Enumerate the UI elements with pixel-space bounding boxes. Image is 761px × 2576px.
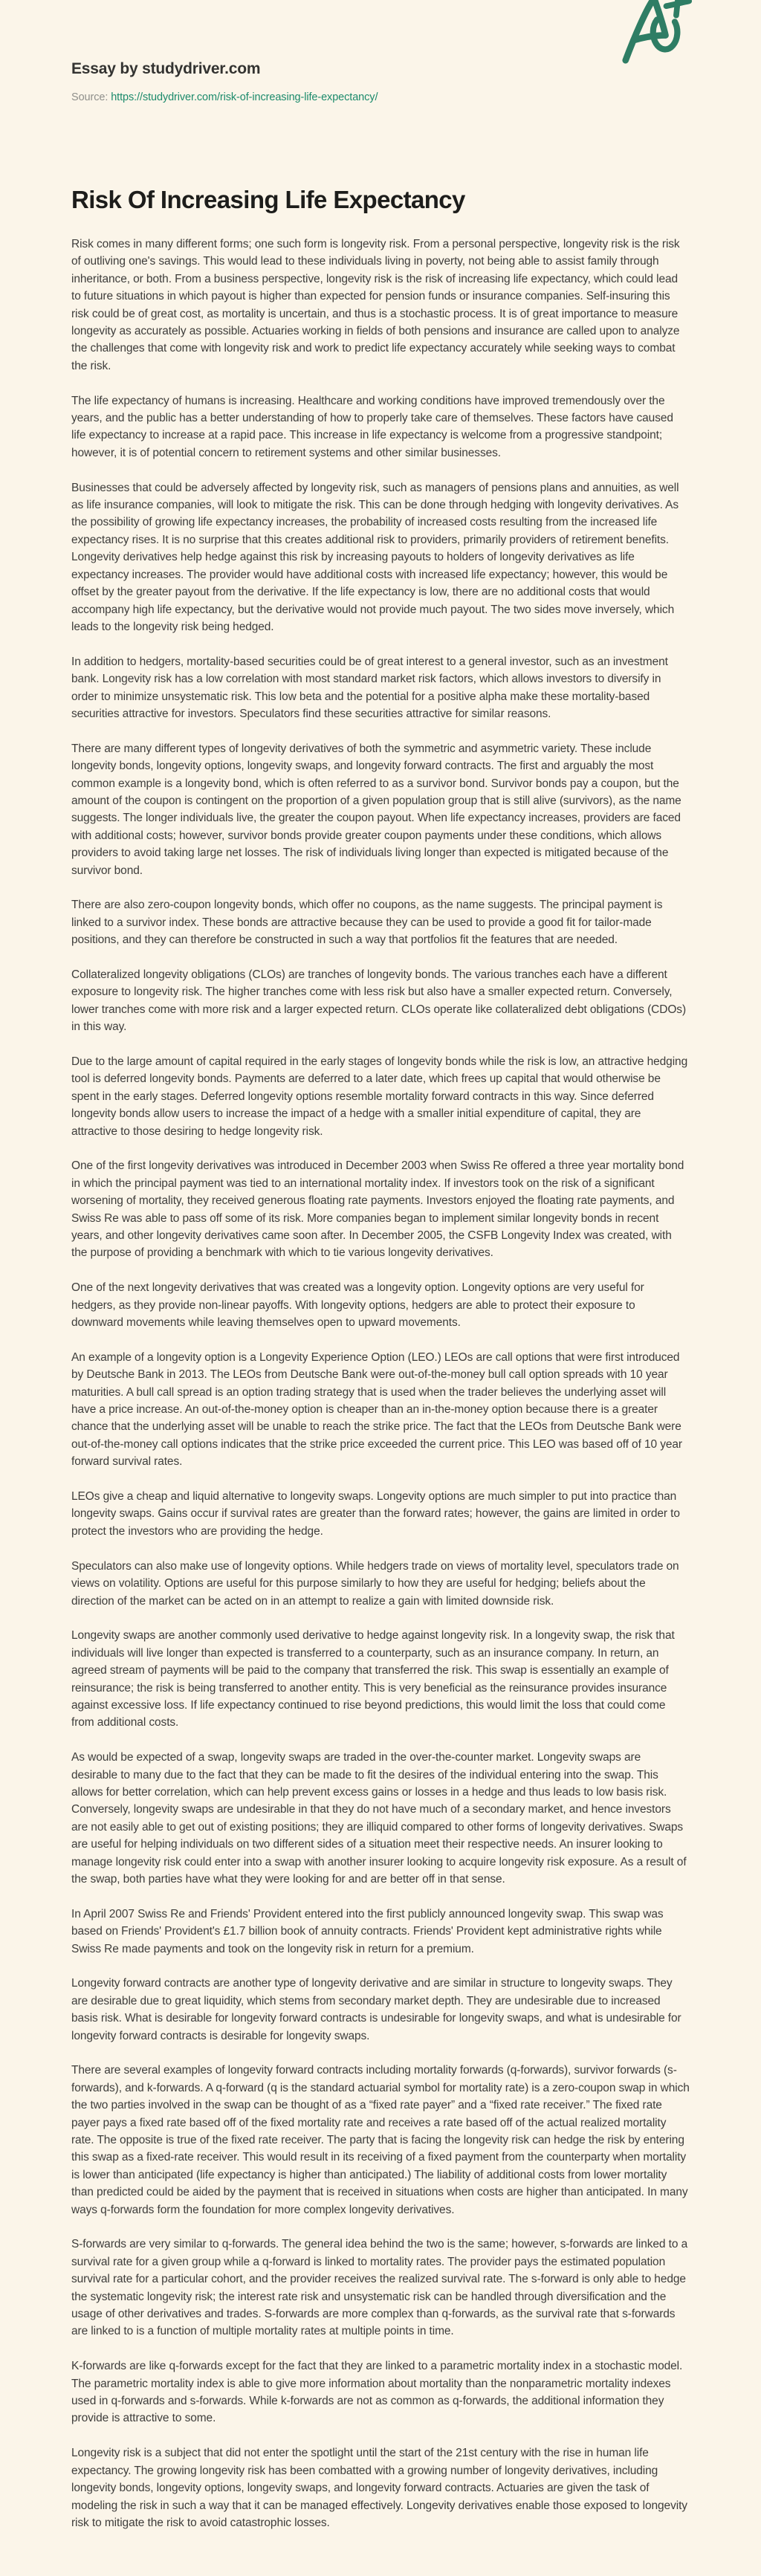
paragraph: Due to the large amount of capital required in the early stages of longevity bonds while the risk is low, an attractive hedging tool is deferred longevity bonds. Payments are deferred to a later date, which frees up capital that would otherwise be spent in the early stages. Deferred longevity options resemble mortality forward contracts in this way. Since deferred longevity bonds allow users to increase the impact of a hedge with a smaller initial expenditure of capital, they are attractive to those desiring to hedge longevity risk. — [71, 1055, 688, 1138]
paragraph: As would be expected of a swap, longevity swaps are traded in the over-the-counter market. Longevity swaps are desirable to many due to the fact that they can be made to fit the desires of the individual entering into the swap. This allows for better correlation, which can help prevent excess gains or losses in a hedge and thus leads to low basis risk. Conversely, longevity swaps are undesirable in that they do not have much of a secondary market, and hence investors are not easily able to get out of existing positions; they are illiquid compared to other forms of longevity derivatives. Swaps are useful for helping individuals on two different sides of a situation meet their respective needs. An insurer looking to manage longevity risk could enter into a swap with another insurer looking to acquire longevity risk exposure. As a result of the swap, both parties have what they were looking for and are better off in that sense. — [71, 1751, 687, 1886]
source-line — [71, 91, 690, 104]
paragraph: Businesses that could be adversely affected by longevity risk, such as managers of pensions plans and annuities, as well as life insurance companies, will look to mitigate the risk. This can be done through hedging with longevity derivatives. As the possibility of growing life expectancy increases, the probability of increased costs resulting from the increased life expectancy rises. It is no surprise that this creates additional risk to providers, primarily providers of retirement benefits. Longevity derivatives help hedge against this risk by increasing payouts to holders of longevity derivatives as life expectancy increases. The provider would have additional costs with increased life expectancy; however, this would be offset by the greater payout from the derivative. If the life expectancy is low, there are no additional costs that would accompany high life expectancy, but the derivative would not provide much payout. The two sides move inversely, which leads to the longevity risk being hedged. — [71, 481, 679, 633]
paragraph: Longevity risk is a subject that did not enter the spotlight until the start of the 21st century with the rise in human life expectancy. The growing longevity risk has been combatted with a growing number of longevity derivatives, including longevity bonds, longevity options, longevity swaps, and longevity forward contracts. Actuaries are given the task of modeling the risk in such a way that it can be managed effectively. Longevity derivatives enable those exposed to longevity risk to mitigate the risk to avoid catastrophic losses. — [71, 2447, 687, 2529]
source-label: Source: — [71, 91, 109, 103]
paragraph: There are also zero-coupon longevity bonds, which offer no coupons, as the name suggests. The principal payment is linked to a survivor index. These bonds are attractive because they can be used to provide a good fit for tailor-made positions, and they can therefore be constructed in such a way that portfolios fit the features that are needed. — [71, 899, 663, 947]
paragraph: K-forwards are like q-forwards except for the fact that they are linked to a parametric mortality index in a stochastic model. The parametric mortality index is able to give more information about mortality than the nonparametric mortality indexes used in q-forwards and s-forwards. While k-forwards are not as common as q-forwards, the additional information they provide is attractive to some. — [71, 2360, 683, 2425]
header — [71, 59, 690, 104]
paragraph: One of the first longevity derivatives was introduced in December 2003 when Swiss Re offered a three year mortality bond in which the principal payment was tied to an international mortality index. If investors took on the risk of a significant worsening of mortality, they received generous floating rate payments. Investors enjoyed the floating rate payments, and Swiss Re was able to pass off some of its risk. More companies began to implement similar longevity bonds in recent years, and other longevity derivatives came soon after. In December 2005, the CSFB Longevity Index was created, with the purpose of providing a benchmark with which to tie various longevity derivatives. — [71, 1159, 684, 1260]
paragraph: There are several examples of longevity forward contracts including mortality forwards (q-forwards), survivor forwards (s-forwards), and k-forwards. A q-forward (q is the standard actuarial symbol for mortality rate) is a zero-coupon swap in which the two parties involved in the swap can be thought of as a “fixed rate payer” and a “fixed rate receiver.” The fixed rate payer pays a fixed rate based off of the fixed mortality rate and receives a rate based off of the actual realized mortality rate. The opposite is true of the fixed rate receiver. The party that is facing the longevity risk can hedge the risk by entering this swap as a fixed-rate receiver. This would result in its receiving of a fixed payment from the counterparty when mortality is lower than anticipated (life expectancy is higher than anticipated.) The liability of additional costs from lower mortality than predicted could be aided by the payment that is received in situations when costs are higher than anticipated. In many ways q-forwards form the foundation for more complex longevity derivatives. — [71, 2064, 690, 2216]
paragraph: In addition to hedgers, mortality-based securities could be of great interest to a general investor, such as an investment bank. Longevity risk has a low correlation with most standard market risk factors, which allows investors to diversify in order to minimize unsystematic risk. This low beta and the potential for a positive alpha make these mortality-based securities attractive for investors. Speculators find these securities attractive for similar reasons. — [71, 655, 668, 720]
paragraph: In April 2007 Swiss Re and Friends' Provident entered into the first publicly announced longevity swap. This swap was based on Friends' Provident's £1.7 billion book of annuity contracts. Friends' Provident kept administrative rights while Swiss Re made payments and took on the longevity risk in return for a premium. — [71, 1907, 664, 1955]
paragraph: LEOs give a cheap and liquid alternative to longevity swaps. Longevity options are much simpler to put into practice than longevity swaps. Gains occur if survival rates are greater than the forward rates; however, the gains are limited in order to protect the investors who are providing the hedge. — [71, 1490, 680, 1538]
paragraph: The life expectancy of humans is increasing. Healthcare and working conditions have improved tremendously over the years, and the public has a better understanding of how to properly take care of themselves. These factors have caused life expectancy to increase at a rapid pace. This increase in life expectancy is welcome from a progressive standpoint; however, it is of potential concern to retirement systems and other similar businesses. — [71, 394, 673, 459]
page-title: Risk Of Increasing Life Expectancy — [71, 186, 465, 213]
paragraph: Longevity forward contracts are another type of longevity derivative and are similar in structure to longevity swaps. They are desirable due to great liquidity, which stems from secondary market depth. They are undesirable due to increased basis risk. What is desirable for longevity forward contracts is undesirable for longevity swaps, and what is undesirable for longevity forward contracts is desirable for longevity swaps. — [71, 1977, 681, 2042]
paragraph: Risk comes in many different forms; one such form is longevity risk. From a personal perspective, longevity risk is the risk of outliving one's savings. This would lead to these individuals living in poverty, not being able to assist family through inheritance, or both. From a business perspective, longevity risk is the risk of increasing life expectancy, which could lead to future situations in which payout is higher than expected for pension funds or insurance companies. Self-insuring this risk could be of great cost, as mortality is uncertain, and thus is a stochastic process. It is of great importance to measure longevity as accurately as possible. Actuaries working in fields of both pensions and insurance are called upon to analyze the challenges that come with longevity risk and work to predict life expectancy accurately while seeking ways to combat the risk. — [71, 238, 680, 372]
paragraph: An example of a longevity option is a Longevity Experience Option (LEO.) LEOs are call options that were first introduced by Deutsche Bank in 2013. The LEOs from Deutsche Bank were out-of-the-money bull call option spreads with 10 year maturities. A bull call spread is an option trading strategy that is used when the trader believes the underlying asset will have a price increase. An out-of-the-money option is cheaper than an in-the-money option because there is a greater chance that the underlying asset will be unable to reach the strike price. The fact that the LEOs from Deutsche Bank were out-of-the-money call options indicates that the strike price exceeded the current price. This LEO was based off of 10 year forward survival rates. — [71, 1350, 682, 1469]
paragraph: Collateralized longevity obligations (CLOs) are tranches of longevity bonds. The various tranches each have a different exposure to longevity risk. The higher tranches come with less risk but also have a smaller expected return. Conversely, lower tranches come with more risk and a larger expected return. CLOs operate like collateralized debt obligations (CDOs) in this way. — [71, 968, 687, 1034]
paragraph: Speculators can also make use of longevity options. While hedgers trade on views of mortality level, speculators trade on views on volatility. Options are useful for this purpose similarly to how they are useful for hedging; beliefs about the direction of the market can be acted on in an attempt to realize a gain with limited downside risk. — [71, 1559, 679, 1608]
paragraph: One of the next longevity derivatives that was created was a longevity option. Longevity options are very useful for hedgers, as they provide non-linear payoffs. With longevity options, hedgers are able to protect their exposure to downward movements while leaving themselves open to upward movements. — [71, 1281, 644, 1330]
article-body — [71, 236, 690, 2531]
essay-page — [71, 0, 690, 2576]
byline: Essay by studydriver.com — [71, 60, 261, 77]
paragraph: S-forwards are very similar to q-forwards. The general idea behind the two is the same; however, s-forwards are linked to a survival rate for a given group while a q-forward is linked to mortality rates. The provider pays the estimated population survival rate for a particular cohort, and the provider receives the realized survival rate. The s-forward is only able to hedge the systematic longevity risk; the interest rate risk and unsystematic risk can be handled through diversification and the usage of other derivatives and trades. S-forwards are more complex than q-forwards, as the survival rate that s-forwards are linked to is a function of multiple mortality rates at multiple points in time. — [71, 2238, 688, 2338]
source-link[interactable]: https://studydriver.com/risk-of-increasing-life-expectancy/ — [111, 91, 378, 103]
paragraph: Longevity swaps are another commonly used derivative to hedge against longevity risk. In a longevity swap, the risk that individuals will live longer than expected is transferred to a counterparty, such as an insurance company. In return, an agreed stream of payments will be paid to the company that transferred the risk. This swap is essentially an example of reinsurance; the risk is being transferred to another entity. This is very beneficial as the reinsurance provides insurance against excessive loss. If life expectancy continued to rise beyond predictions, this would limit the loss that could come from additional costs. — [71, 1629, 675, 1729]
a-plus-logo-icon — [621, 0, 693, 65]
paragraph: There are many different types of longevity derivatives of both the symmetric and asymmetric variety. These include longevity bonds, longevity options, longevity swaps, and longevity forward contracts. The first and arguably the most common example is a longevity bond, which is often referred to as a survivor bond. Survivor bonds pay a coupon, but the amount of the coupon is contingent on the proportion of a given population group that is still alive (survivors), as the name suggests. The longer individuals live, the greater the coupon payout. When life expectancy increases, providers are faced with additional costs; however, survivor bonds provide greater coupon payments under these conditions, which allows providers to avoid taking large net losses. The risk of individuals living longer than expected is mitigated because of the survivor bond. — [71, 742, 681, 877]
